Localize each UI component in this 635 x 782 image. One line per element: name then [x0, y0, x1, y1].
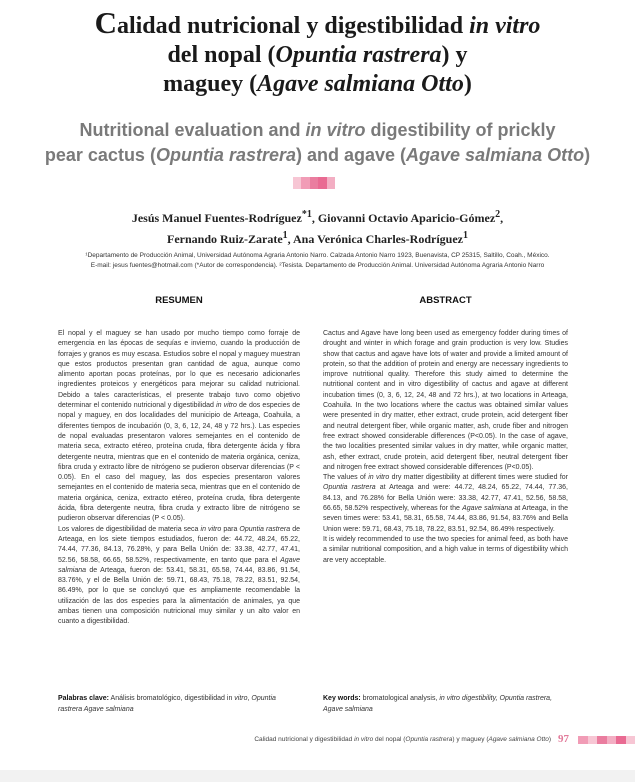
resumen-p2-d: de Arteaga, fueron de: 53.41, 58.31, 65.58, 74.44, 83.86, 91.54, 83.76%, y el de Bella Unión de: 59.71, 68.43, 75.18, 78.22, 83.51, 92.54, 86.49%, por lo que se concluyó que es ampliamente recomendable la utilización de las dos especies para la alimentación de animales, ya que ambas tienen una composición nutricional muy similar y un alto valor en cuanto a digestibilidad.: [58, 566, 300, 626]
resumen-p2-b: para: [221, 525, 240, 533]
paper-title: [40, 5, 595, 99]
title-divider-bar: [293, 177, 335, 189]
author-4-mark: 1: [463, 230, 468, 241]
palabras-clave-label: Palabras clave:: [58, 695, 109, 702]
abstract-p2-b: dry matter digestibility at different times were studied for: [389, 474, 569, 482]
abstract-heading: ABSTRACT: [419, 295, 472, 306]
resumen-p1-a: El nopal y el maguey se han usado por mucho tiempo como forraje de emergencia en las épocas de sequías e invierno, cuando la producción de forrajes y granos es muy escasa. Estudios sobre el nopal y maguey muestran que estos productos presentan gran cantidad de agua, aunque como alimento aportan pocas proteínas, por lo que es necesario adicionarles ingredientes proteicos y energéticos para mejorar su calidad nutricional. Debido a tales características, el presente trabajo tuvo como objetivo determinar el contenido nutricional y digestibilidad: [58, 330, 300, 410]
page-number: 97: [558, 733, 569, 745]
footer-bar-segment: [588, 736, 598, 744]
footer-italic3: Agave salmiana Otto: [488, 736, 549, 743]
footer-bar-segment: [607, 736, 617, 744]
author-2-mark: 2: [495, 209, 501, 220]
subtitle-line2-italic1: Opuntia rastrera: [155, 145, 296, 165]
key-words-italic: in vitro digestibility, Opuntia rastrera, Agave salmiana: [323, 695, 553, 713]
title-drop-cap: C: [94, 5, 117, 40]
subtitle-line2-c: ): [584, 145, 591, 165]
divider-segment: [318, 177, 326, 189]
abstract-paragraph-1: Cactus and Agave have long been used as emergency fodder during times of drought and winter in which forage and grain production is very low. Studies show that cactus and agave have lots of water and provide a limited amount of protein, so that the addition of protein and energy are necessary ingredients to improve nutritional quality. Therefore this study aimed to determine the nutritional content and in vitro digestibility of cactus and agave at different incubation times (0, 3, 6, 12, 24, 48 and 72 hrs.), at two locations in Arteaga, Coahuila. In the two locations where the cactus was obtained similar values were presented in dry matter, ether extract, crude protein, acid detergent fiber and neutral detergent fiber, while organic matter, ash, crude fiber and nitrogen free extract showed considerable differences (P<0.05). In the case of agave, the two localities presented similar values in dry matter, while organic matter, ash, ether extract, crude protein, acid detergent fiber, neutral detergent fiber and nitrogen free extract showed considerable differences (P<0.05).: [323, 330, 568, 471]
abstract-paragraph-3: It is widely recommended to use the two species for animal feed, as both have a similar nutritional composition, and a high value in terms of digestibility which are very acceptable.: [323, 535, 568, 564]
title-line2-a: del nopal (: [167, 42, 276, 68]
subtitle-line2-italic2: Agave salmiana Otto: [406, 145, 585, 165]
subtitle-line2-a: pear cactus (: [44, 145, 156, 165]
title-line3-b: ): [463, 71, 472, 97]
abstract-paragraph-2: [323, 473, 568, 535]
palabras-clave-a: Análisis bromatológico, digestibilidad in: [108, 695, 235, 702]
affiliation-line2: E-mail: jesus fuentes@hotmail.com (*Autor de correspondencia). ²Tesista. Departamento de Producción Animal. Universidad Autónoma Agraria Antonio Narro: [90, 262, 545, 269]
abstract-p2-italic3: Agave salmiana: [462, 505, 513, 513]
footer-bar-segment: [626, 736, 635, 744]
key-words-label: Key words:: [323, 695, 361, 702]
palabras-clave: [58, 694, 300, 715]
resumen-paragraph-1: [58, 329, 300, 525]
footer-color-bar: [578, 736, 635, 744]
palabras-clave-italic1: vitro: [234, 695, 248, 702]
footer-bar-segment: [578, 736, 588, 744]
divider-segment: [301, 177, 309, 189]
resumen-p2-a: Los valores de digestibilidad de materia seca: [58, 525, 201, 533]
resumen-heading: RESUMEN: [155, 295, 203, 306]
subtitle-line2-b: ) and agave (: [296, 145, 407, 165]
footer-c: ) y maguey (: [452, 736, 489, 743]
author-separator: ,: [311, 211, 318, 225]
abstract-p2-d: at Arteaga, in the seven times were: 53.41, 58.31, 65.58, 74.44, 83.86, 91.54, 83.76% and Bella Union were: 59.71, 68.43, 75.18, 78.22, 83.51, 92.54, 86.49% respectively.: [323, 505, 569, 533]
affiliation: [40, 251, 595, 271]
title-line3-italic: Agave salmiana Otto: [257, 71, 464, 97]
title-line2-italic: Opuntia rastrera: [275, 42, 442, 68]
footer-italic2: Opuntia rastrera: [405, 736, 453, 743]
footer-b: del nopal (: [373, 736, 406, 743]
resumen-p1-b: de dos especies de nopal y maguey, en dos localidades del municipio de Arteaga, Coahuila, a diferentes tiempos de incubación (0, 3, 6, 12, 24, 48 y 72 hrs.). Las especies de nopal evaluadas presentaron valores semejantes en el contenido de materia seca, extracto etéreo, proteína cruda, fibra detergente ácida y fibra detergente neutra, mientras que en el contenido de materia orgánica, ceniza, fibra cruda y extracto libre de nitrógeno se pudieron observar diferencias (P < 0.05). En el caso del maguey, las dos especies presentaron valores semejantes en el contenido de materia seca, mientras que en el contenido de materia orgánica, ceniza, extracto etéreo, proteína cruda, fibra detergente ácida, fibra detergente neutra, fibra cruda y extracto libre de nitrógeno se pudieron observar diferencias (P < 0.05).: [58, 402, 300, 523]
abstract-body: [323, 329, 568, 566]
affiliation-line1: ¹Departamento de Producción Animal, Universidad Autónoma Agraria Antonio Narro. Calzada Antonio Narro 1923, Buenavista, CP 25315, Saltillo, Coah., México.: [85, 252, 550, 259]
running-footer: [254, 736, 551, 743]
title-line2-b: ) y: [441, 42, 468, 68]
key-words: [323, 694, 568, 715]
footer-bar-segment: [597, 736, 607, 744]
title-line3-a: maguey (: [163, 71, 258, 97]
author-1-mark: *1: [301, 209, 312, 220]
footer-italic1: in vitro: [354, 736, 374, 743]
subtitle-line1-a: Nutritional evaluation and: [79, 120, 306, 140]
key-words-a: bromatological analysis,: [360, 695, 440, 702]
palabras-clave-b: ,: [247, 695, 252, 702]
footer-bar-segment: [616, 736, 626, 744]
resumen-p1-italic: in vitro: [216, 402, 237, 410]
divider-segment: [327, 177, 335, 189]
resumen-p2-italic2: Opuntia rastrera: [239, 525, 291, 533]
page-footer: [0, 733, 635, 747]
author-separator: ,: [500, 211, 504, 225]
resumen-paragraph-2: [58, 525, 300, 628]
subtitle-line1-b: digestibility of prickly: [365, 120, 556, 140]
footer-a: Calidad nutricional y digestibilidad: [254, 736, 355, 743]
resumen-body: [58, 329, 300, 628]
abstract-p2-italic1: in vitro: [368, 474, 390, 482]
author-2: Giovanni Octavio Aparicio-Gómez: [317, 211, 496, 225]
palabras-clave-italic2: Opuntia rastrera Agave salmiana: [58, 695, 276, 713]
resumen-p2-c: de Arteaga, en los siete tiempos estudiados, fueron de: 44.72, 48.24, 65.22, 74.44, 77.36, 84.13, 76.28%, y para Bella Unión de: 33.38, 42.77, 47.41, 52.56, 58.58, 66.65, 58.52%, respectivamente, en tanto que para el: [58, 525, 300, 564]
abstract-p2-italic2: Opuntia rastrera: [323, 484, 376, 492]
page-bottom-strip: [0, 770, 635, 782]
author-separator: ,: [287, 232, 293, 246]
author-4: Ana Verónica Charles-Rodríguez: [293, 232, 463, 246]
resumen-p2-italic1: in vitro: [200, 525, 222, 533]
divider-segment: [293, 177, 301, 189]
english-title: [30, 118, 605, 168]
author-3-mark: 1: [282, 230, 288, 241]
author-list: [40, 206, 595, 248]
title-line1-italic: in vitro: [469, 13, 541, 39]
resumen-p2-italic3: Agave salmiana: [58, 556, 300, 574]
author-1: Jesús Manuel Fuentes-Rodríguez: [131, 211, 302, 225]
abstract-p2-c: at Arteaga and were: 44.72, 48.24, 65.22, 74.44, 77.36, 84.13, and 76.28% for Bella Unión were: 33.38, 42.77, 47.41, 52.56, 58.58, 66.65, 58.52% respectively, whereas for the: [323, 484, 568, 513]
footer-d: ): [548, 736, 551, 743]
abstract-p2-a: The values of: [323, 474, 369, 482]
title-line1: alidad nutricional y digestibilidad: [116, 13, 470, 39]
subtitle-line1-italic: in vitro: [305, 120, 366, 140]
author-3: Fernando Ruiz-Zarate: [167, 232, 283, 246]
divider-segment: [310, 177, 318, 189]
